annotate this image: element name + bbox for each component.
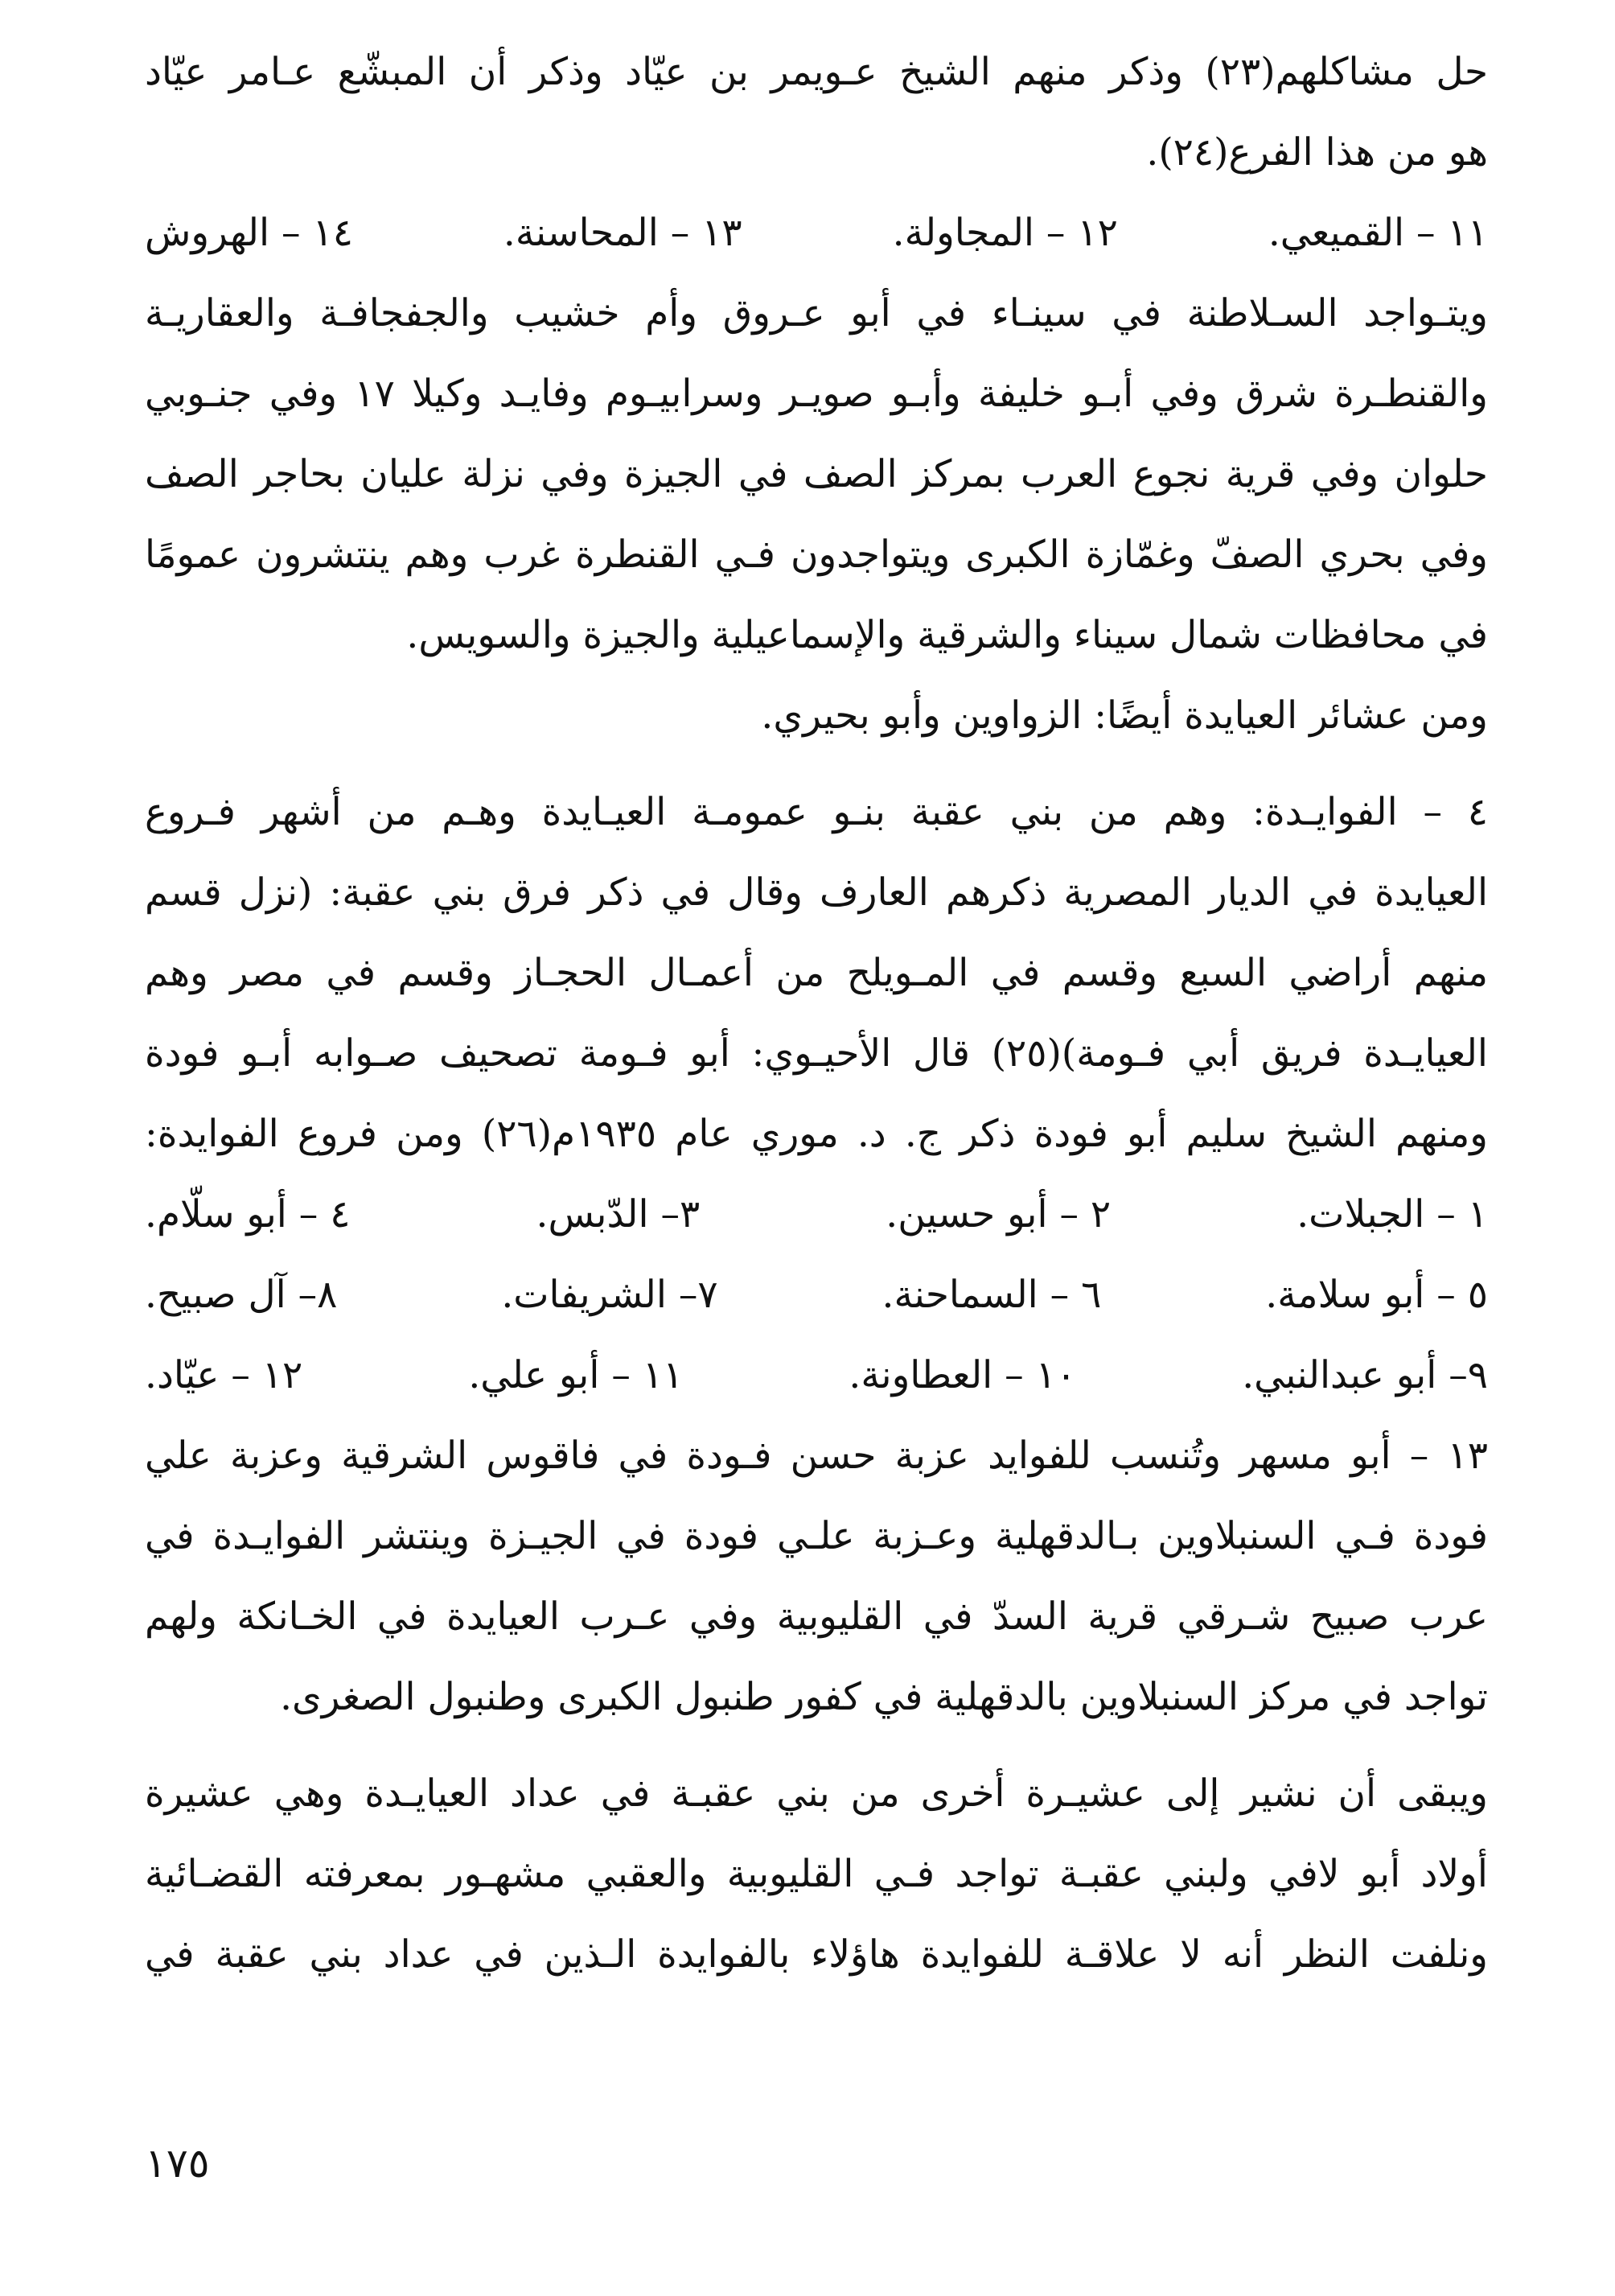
text-line: عرب صبيح شـرقي قرية السدّ في القليوبية وفي عـرب العيايدة في الخـانكة ولهم bbox=[145, 1594, 1488, 1639]
text-line: ونلفت النظر أنه لا علاقـة للفوايدة هاؤلاء بالفوايدة الـذين في عداد بني عقبة في bbox=[145, 1932, 1488, 1977]
list-row bbox=[145, 1175, 1488, 1255]
list-item: ٢ – أبو حسين. bbox=[886, 1192, 1112, 1236]
list-item: ٦ – السماحنة. bbox=[881, 1273, 1102, 1317]
paragraph-continuation bbox=[145, 32, 1488, 193]
text-line: حل مشاكلهم(٢٣) وذكر منهم الشيخ عـويمر بن عيّاد وذكر أن المبشّع عـامر عيّاد bbox=[145, 50, 1488, 94]
text-line: حلوان وفي قرية نجوع العرب بمركز الصف في الجيزة وفي نزلة عليان بحاجر الصف bbox=[145, 452, 1488, 496]
list-item: ١٤ – الهروش bbox=[145, 211, 353, 255]
text-line: والقنطـرة شرق وفي أبـو خليفة وأبـو صويـر وسرابيـوم وفايـد وكيلا ١٧ وفي جنـوبي bbox=[145, 372, 1488, 416]
list-item: ١ – الجبلات. bbox=[1297, 1192, 1488, 1236]
text-line: ١٣ – أبو مسهر وتُنسب للفوايد عزبة حسن فـودة في فاقوس الشرقية وعزبة علي bbox=[145, 1434, 1488, 1478]
text-line: ٤ – الفوايـدة: وهم من بني عقبة بنـو عمومـة العيـايدة وهـم من أشهر فـروع bbox=[145, 790, 1488, 834]
text-line: تواجد في مركز السنبلاوين بالدقهلية في كفور طنبول الكبرى وطنبول الصغرى. bbox=[280, 1675, 1488, 1719]
text-line: ويبقى أن نشير إلى عشيـرة أخرى من بني عقبـة في عداد العيايـدة وهي عشيرة bbox=[145, 1771, 1488, 1816]
list-item: ١٢ – عيّاد. bbox=[145, 1353, 303, 1397]
subclan-list-1 bbox=[145, 193, 1488, 274]
text-line: هو من هذا الفرع(٢٤). bbox=[1146, 130, 1488, 175]
list-item: ٤ – أبو سلّام. bbox=[145, 1192, 351, 1236]
text-line: ومنهم الشيخ سليم أبو فودة ذكر ج. د. موري عام ١٩٣٥م(٢٦) ومن فروع الفوايدة: bbox=[145, 1112, 1488, 1156]
list-item: ٩– أبو عبدالنبي. bbox=[1242, 1353, 1488, 1397]
paragraph-awlad-abu-lafi bbox=[145, 1754, 1488, 1995]
list-item: ٥ – أبو سلامة. bbox=[1265, 1273, 1488, 1317]
text-line: في محافظات شمال سيناء والشرقية والإسماعيلية والجيزة والسويس. bbox=[406, 613, 1488, 657]
text-line: فودة فـي السنبلاوين بـالدقهلية وعـزبة علـي فودة في الجيـزة وينتشر الفوايـدة في bbox=[145, 1514, 1488, 1558]
list-row bbox=[145, 193, 1488, 274]
list-item: ٧– الشريفات. bbox=[501, 1273, 718, 1317]
list-item: ١٢ – المجاولة. bbox=[892, 211, 1118, 255]
text-line: ويتـواجد السـلاطنة في سينـاء في أبو عـروق وأم خشيب والجفجافـة والعقاريـة bbox=[145, 291, 1488, 335]
list-item: ١٠ – العطاونة. bbox=[849, 1353, 1077, 1397]
text-line: وفي بحري الصفّ وغمّازة الكبرى ويتواجدون فـي القنطرة غرب وهم ينتشرون عمومًا bbox=[145, 533, 1488, 577]
page-number: ١٧٥ bbox=[145, 2140, 210, 2187]
text-line: ومن عشائر العيايدة أيضًا: الزواوين وأبو بحيري. bbox=[761, 693, 1488, 738]
text-line: أولاد أبو لافي ولبني عقبـة تواجد فـي القليوبية والعقبي مشهـور بمعرفته القضـائية bbox=[145, 1852, 1488, 1896]
paragraph-fawayda bbox=[145, 772, 1488, 1175]
list-item: ١٣ – المحاسنة. bbox=[503, 211, 742, 255]
text-line: العيايـدة فريق أبي فـومة)(٢٥) قال الأحيـوي: أبو فـومة تصحيف صـوابه أبـو فودة bbox=[145, 1031, 1488, 1076]
paragraph-salatna bbox=[145, 274, 1488, 676]
paragraph-abu-mashar bbox=[145, 1416, 1488, 1738]
text-line: منهم أراضي السبع وقسم في المـويلح من أعمـال الحجـاز وقسم في مصر وهم bbox=[145, 951, 1488, 995]
subclan-list-2 bbox=[145, 1175, 1488, 1416]
list-row bbox=[145, 1335, 1488, 1416]
list-item: ١١ – القميعي. bbox=[1268, 211, 1488, 255]
list-row bbox=[145, 1255, 1488, 1335]
list-item: ٨– آل صبيح. bbox=[145, 1273, 338, 1317]
list-item: ١١ – أبو علي. bbox=[468, 1353, 684, 1397]
list-item: ٣– الدّبس. bbox=[536, 1192, 701, 1236]
text-line: العيايدة في الديار المصرية ذكرهم العارف وقال في ذكر فرق بني عقبة: (نزل قسم bbox=[145, 870, 1488, 915]
paragraph-other-clans bbox=[145, 676, 1488, 756]
